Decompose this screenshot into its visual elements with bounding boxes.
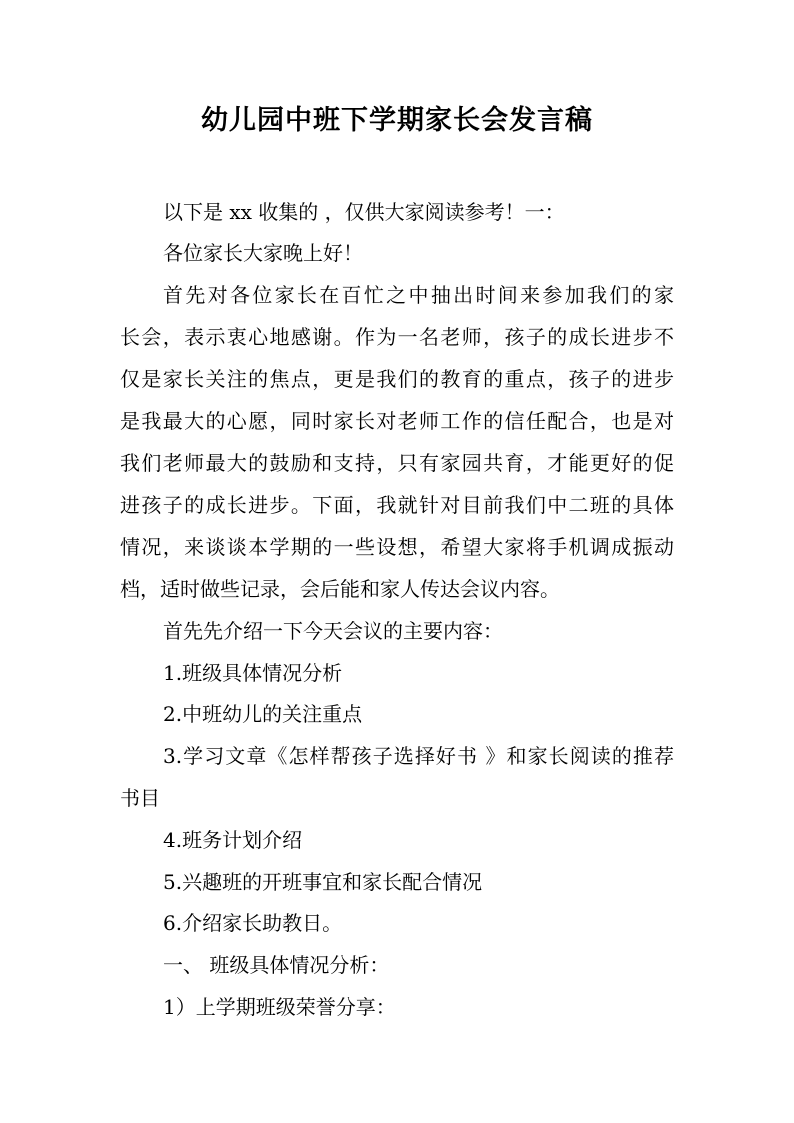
agenda-item-1: 1.班级具体情况分析	[163, 661, 343, 685]
greeting-line: 各位家长大家晚上好！	[163, 241, 363, 265]
body-line-6: 进孩子的成长进步。下面，我就针对目前我们中二班的具体	[120, 493, 674, 517]
subsection-heading-one: 1）上学期班级荣誉分享：	[163, 995, 396, 1019]
agenda-item-3-continued: 书目	[120, 786, 160, 810]
body-line-4: 是我最大的心愿，同时家长对老师工作的信任配合，也是对	[120, 409, 674, 433]
document-title: 幼儿园中班下学期家长会发言稿	[201, 105, 593, 136]
intro-line: 以下是 xx 收集的 ，仅供大家阅读参考！一：	[163, 200, 565, 224]
agenda-item-2: 2.中班幼儿的关注重点	[163, 702, 363, 726]
section-heading-one: 一、 班级具体情况分析：	[163, 953, 390, 977]
body-line-2: 长会，表示衷心地感谢。作为一名老师，孩子的成长进步不	[120, 325, 674, 349]
body-line-1: 首先对各位家长在百忙之中抽出时间来参加我们的家	[163, 283, 674, 307]
body-line-5: 我们老师最大的鼓励和支持，只有家园共育，才能更好的促	[120, 451, 674, 475]
body-line-7: 情况，来谈谈本学期的一些设想，希望大家将手机调成振动	[120, 535, 674, 559]
agenda-item-3: 3.学习文章《怎样帮孩子选择好书 》和家长阅读的推荐	[163, 744, 674, 768]
agenda-item-4: 4.班务计划介绍	[163, 828, 303, 852]
body-line-8: 档，适时做些记录，会后能和家人传达会议内容。	[120, 577, 560, 601]
agenda-item-5: 5.兴趣班的开班事宜和家长配合情况	[163, 870, 483, 894]
body-line-3: 仅是家长关注的焦点，更是我们的教育的重点，孩子的进步	[120, 367, 674, 391]
agenda-intro: 首先先介绍一下今天会议的主要内容：	[163, 619, 503, 643]
agenda-item-6: 6.介绍家长助教日。	[163, 911, 343, 935]
